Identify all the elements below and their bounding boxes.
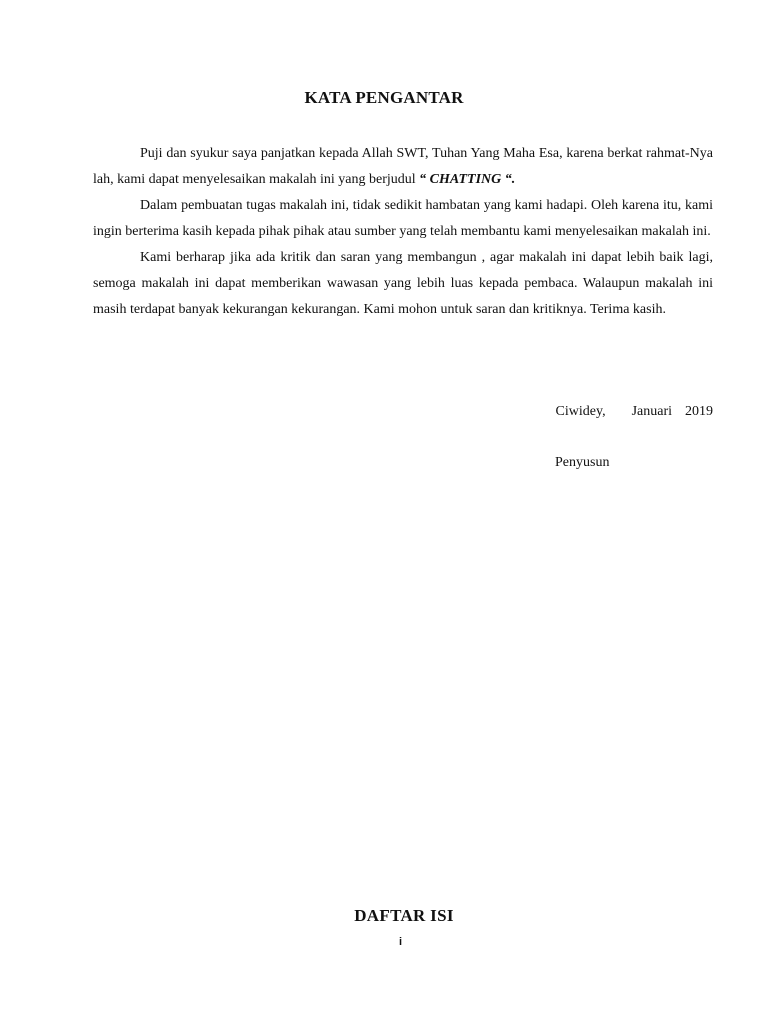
paragraph-1-title-emphasis: “ CHATTING “.	[419, 172, 516, 187]
next-section-title: DAFTAR ISI	[354, 906, 454, 925]
paragraph-3: Kami berharap jika ada kritik dan saran yang membangun , agar makalah ini dapat lebih baik lagi, semoga makalah ini dapat memberikan wawasan yang lebih luas kepada pembaca. Walaupun makalah ini masih terdapat banyak kekurangan kekurangan. Kami mohon untuk saran dan kritiknya. Terima kasih.	[93, 250, 713, 317]
place-date	[556, 404, 713, 420]
paragraph-1	[93, 141, 713, 193]
signer-label: Penyusun	[555, 455, 610, 470]
place-date-text: Ciwidey, Januari 2019	[555, 404, 713, 419]
preface-body	[93, 141, 713, 323]
paragraph-2: Dalam pembuatan tugas makalah ini, tidak sedikit hambatan yang kami hadapi. Oleh karena itu, kami ingin berterima kasih kepada pihak pihak atau sumber yang telah membantu kami menyelesaikan makalah ini.	[93, 198, 713, 239]
page-title: KATA PENGANTAR	[304, 88, 464, 107]
page-number: i	[399, 936, 403, 948]
paragraph-1-text: Puji dan syukur saya panjatkan kepada Allah SWT, Tuhan Yang Maha Esa, karena berkat rahmat-Nya lah, kami dapat menyelesaikan makalah ini yang berjudul	[93, 146, 713, 187]
